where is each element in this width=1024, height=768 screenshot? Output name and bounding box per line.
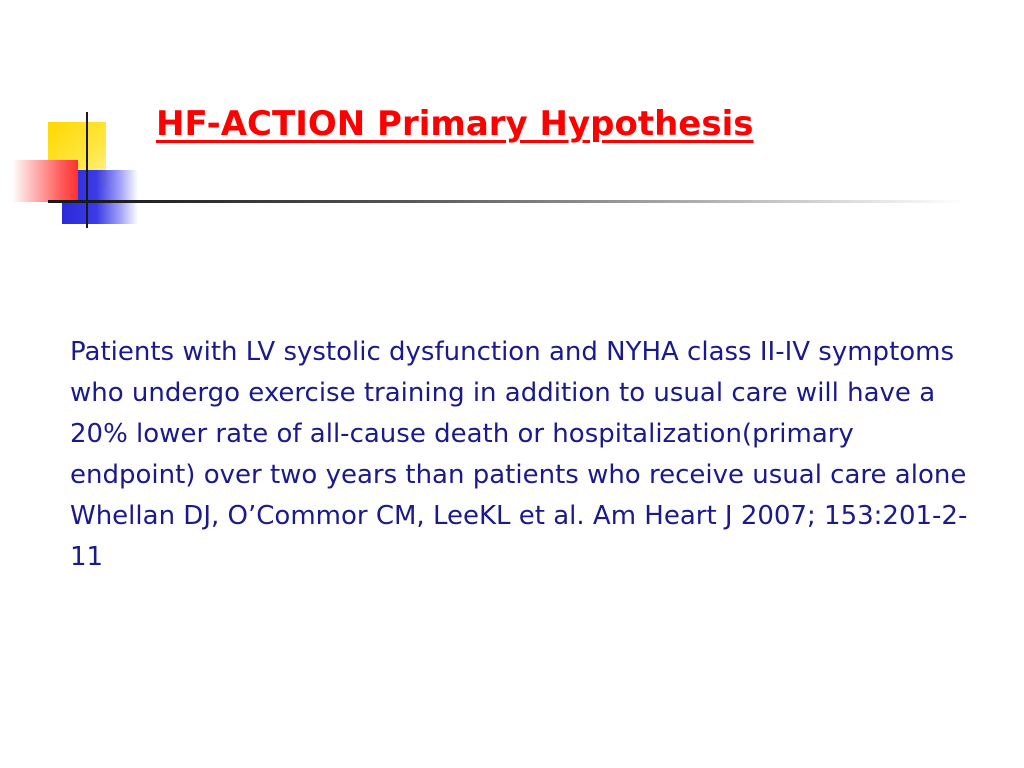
vertical-line-decoration — [86, 112, 88, 228]
decorative-logo — [0, 0, 160, 240]
citation-text: Whellan DJ, O’Commor CM, LeeKL et al. Am Heart J 2007; 153:201-2-11 — [70, 501, 968, 572]
slide-body — [70, 332, 980, 578]
red-square-decoration — [12, 160, 78, 202]
title-underline-rule — [98, 200, 964, 203]
hypothesis-text: Patients with LV systolic dysfunction and NYHA class II-IV symptoms who undergo exercise training in addition to usual care will have a 20% lower rate of all-cause death or hospitalization(primary endpoint) over two years than patients who receive usual care alone — [70, 337, 967, 490]
slide-title: HF-ACTION Primary Hypothesis — [156, 104, 754, 144]
horizontal-line-decoration — [48, 200, 98, 203]
